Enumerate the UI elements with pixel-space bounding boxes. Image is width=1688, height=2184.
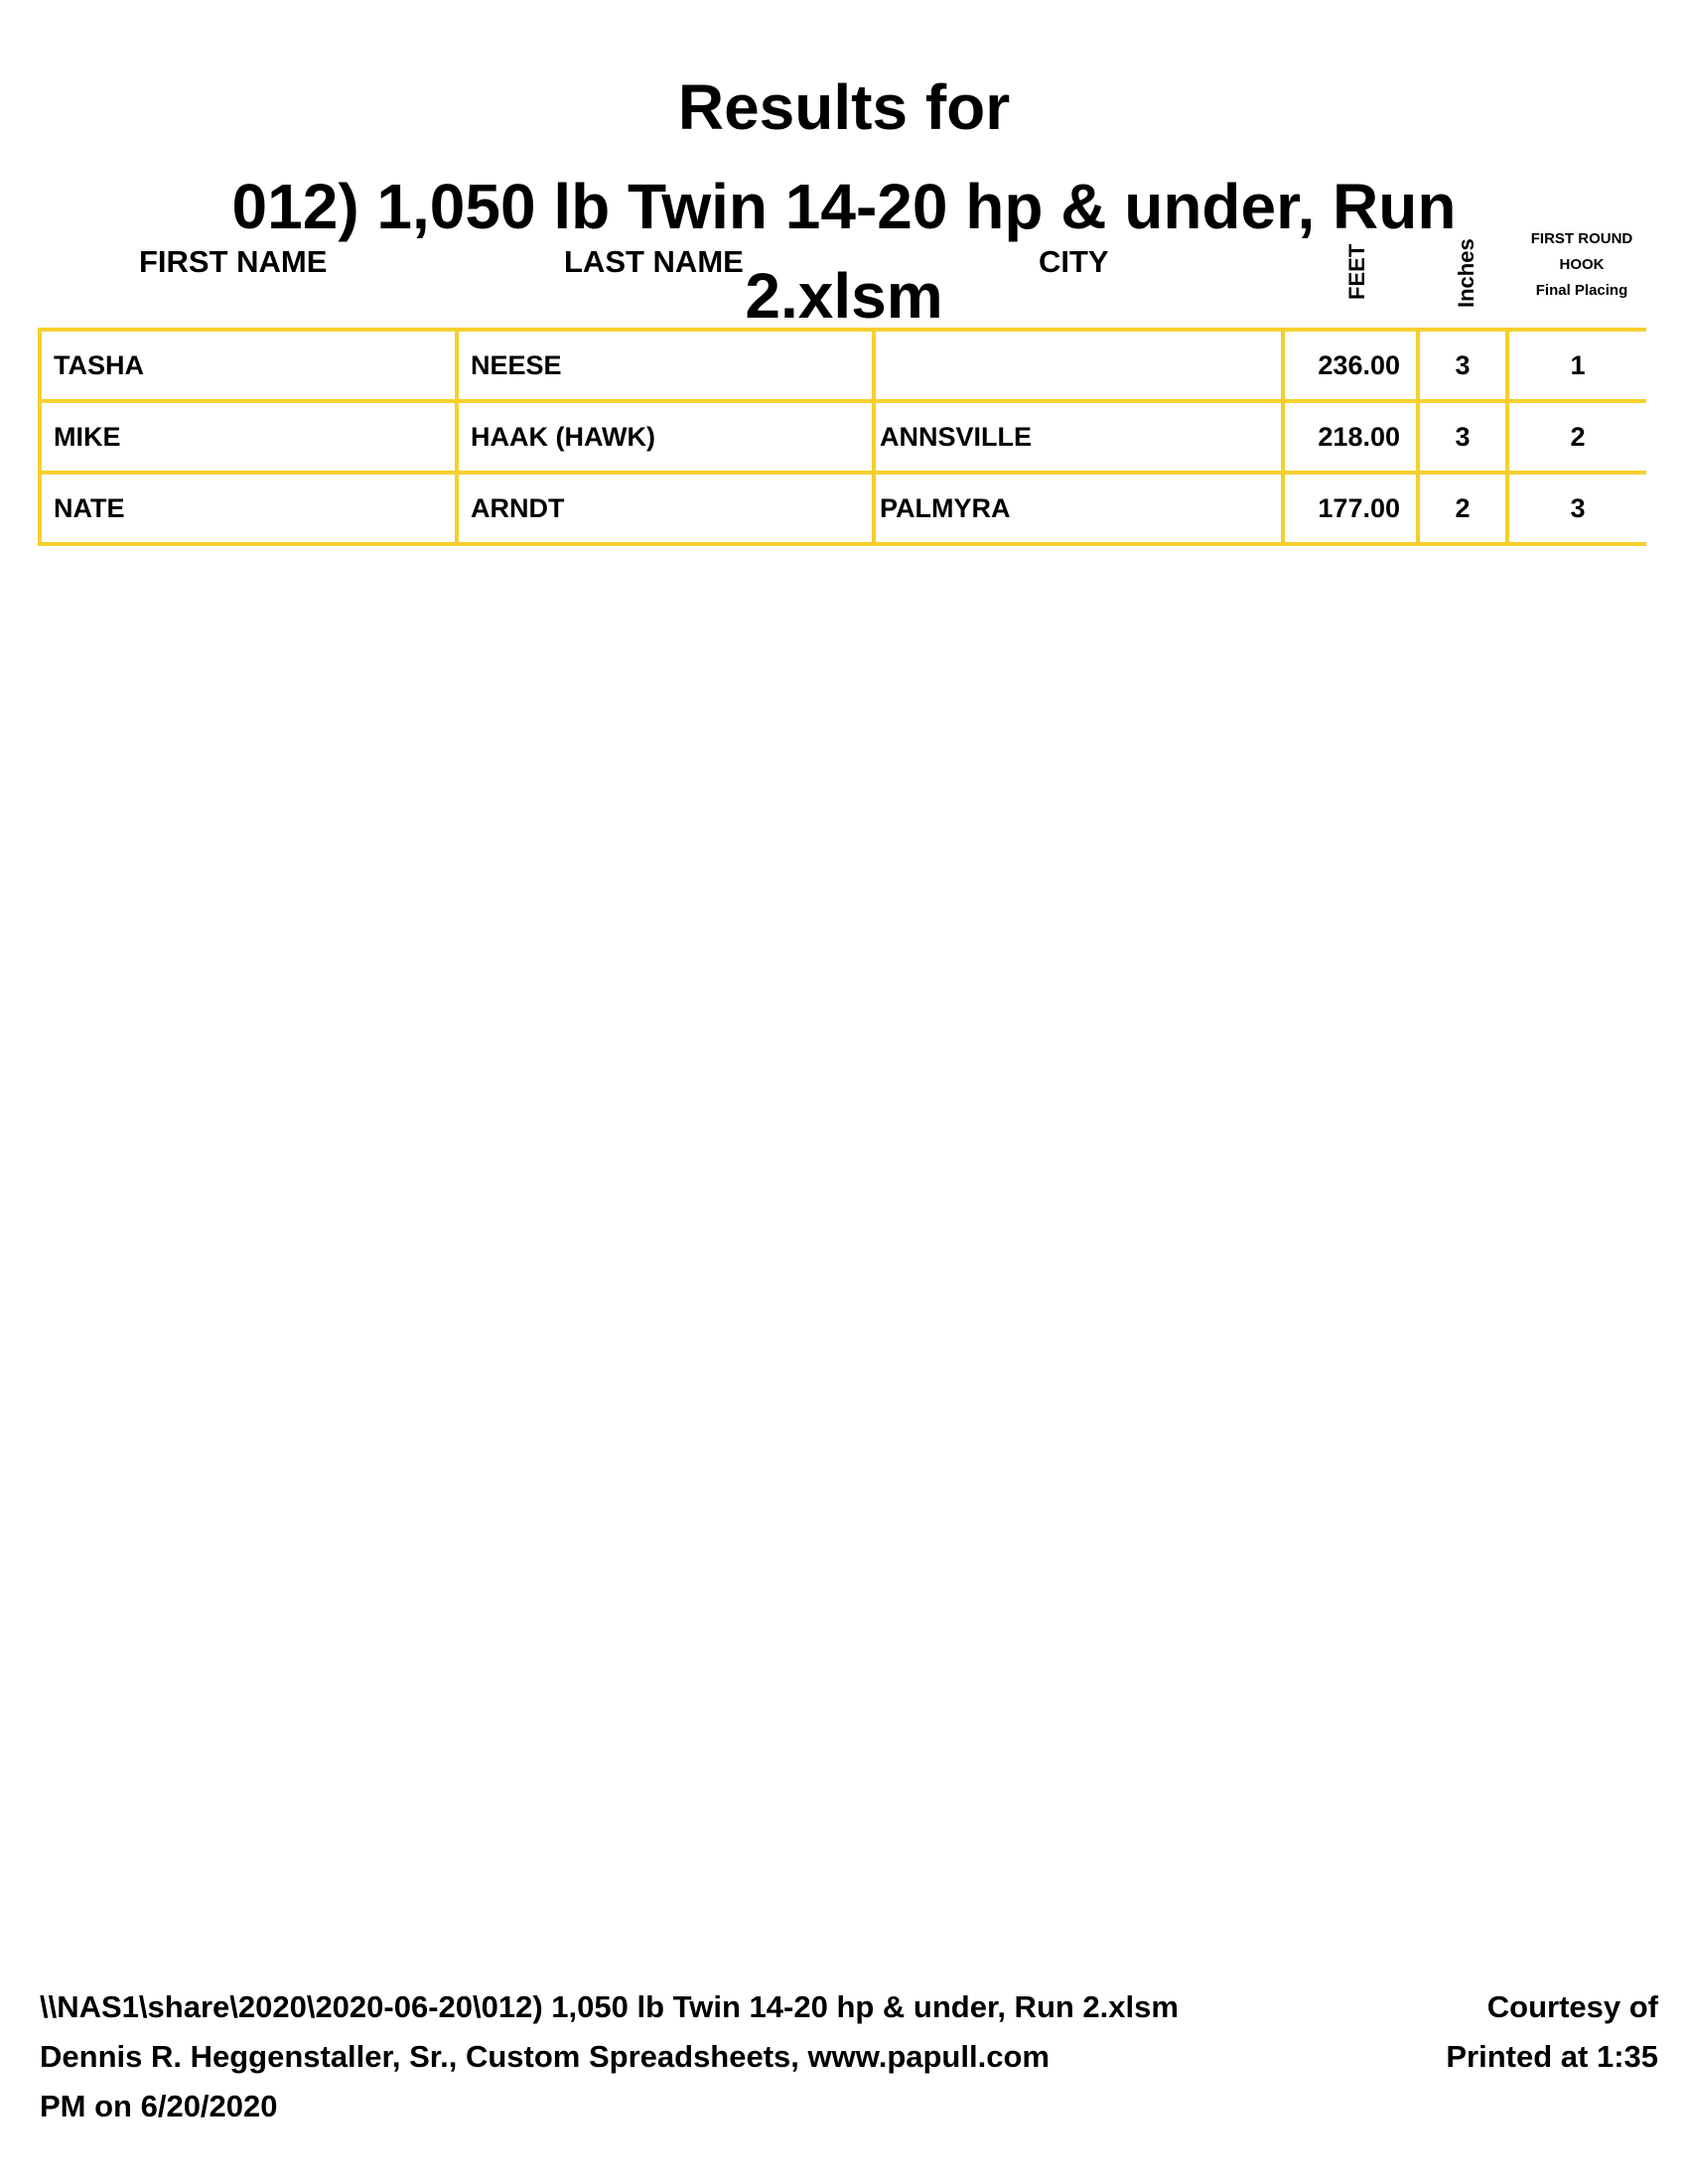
cell-feet: 236.00 (1283, 330, 1418, 401)
cell-city: ANNSVILLE (874, 401, 1283, 473)
cell-placing: 1 (1507, 330, 1646, 401)
cell-first-name: NATE (40, 473, 457, 544)
footer-file-path: \\NAS1\share\2020\2020-06-20\012) 1,050 lb Twin 14-20 hp & under, Run 2.xlsm (40, 1989, 1179, 2024)
table-row (40, 401, 1646, 473)
title-class-name: 012) 1,050 lb Twin 14-20 hp & under, Run (231, 171, 1457, 242)
cell-first-name: TASHA (40, 330, 457, 401)
table-row (40, 473, 1646, 544)
footer-credit: Dennis R. Heggenstaller, Sr., Custom Spreadsheets, www.papull.com (40, 2039, 1050, 2074)
footer-line3 (40, 2082, 1658, 2131)
footer-printed-date: PM on 6/20/2020 (40, 2089, 278, 2123)
header-last-name: LAST NAME (564, 244, 744, 279)
cell-city (874, 330, 1283, 401)
header-city: CITY (1039, 244, 1109, 279)
title-results-for: Results for (677, 71, 1011, 143)
cell-inches: 3 (1418, 401, 1507, 473)
cell-placing: 3 (1507, 473, 1646, 544)
header-first-round-line3: Final Placing (1535, 282, 1628, 299)
header-first-round-line2: HOOK (1559, 256, 1605, 273)
results-table (38, 328, 1646, 546)
cell-city: PALMYRA (874, 473, 1283, 544)
cell-last-name: HAAK (HAWK) (457, 401, 874, 473)
cell-inches: 3 (1418, 330, 1507, 401)
cell-last-name: NEESE (457, 330, 874, 401)
title-file-extension: 2.xlsm (745, 260, 943, 332)
footer-line1 (40, 1982, 1658, 2032)
cell-feet: 218.00 (1283, 401, 1418, 473)
header-inches: Inches (1454, 238, 1478, 308)
cell-last-name: ARNDT (457, 473, 874, 544)
footer-line2 (40, 2032, 1658, 2082)
cell-inches: 2 (1418, 473, 1507, 544)
header-feet: FEET (1344, 243, 1369, 300)
table-row (40, 330, 1646, 401)
footer-printed-at: Printed at 1:35 (1446, 2039, 1658, 2074)
footer-courtesy: Courtesy of (1486, 1989, 1658, 2024)
cell-feet: 177.00 (1283, 473, 1418, 544)
cell-first-name: MIKE (40, 401, 457, 473)
cell-placing: 2 (1507, 401, 1646, 473)
header-first-round-line1: FIRST ROUND (1530, 230, 1633, 247)
header-first-name: FIRST NAME (139, 244, 328, 279)
footer (40, 1982, 1658, 2131)
